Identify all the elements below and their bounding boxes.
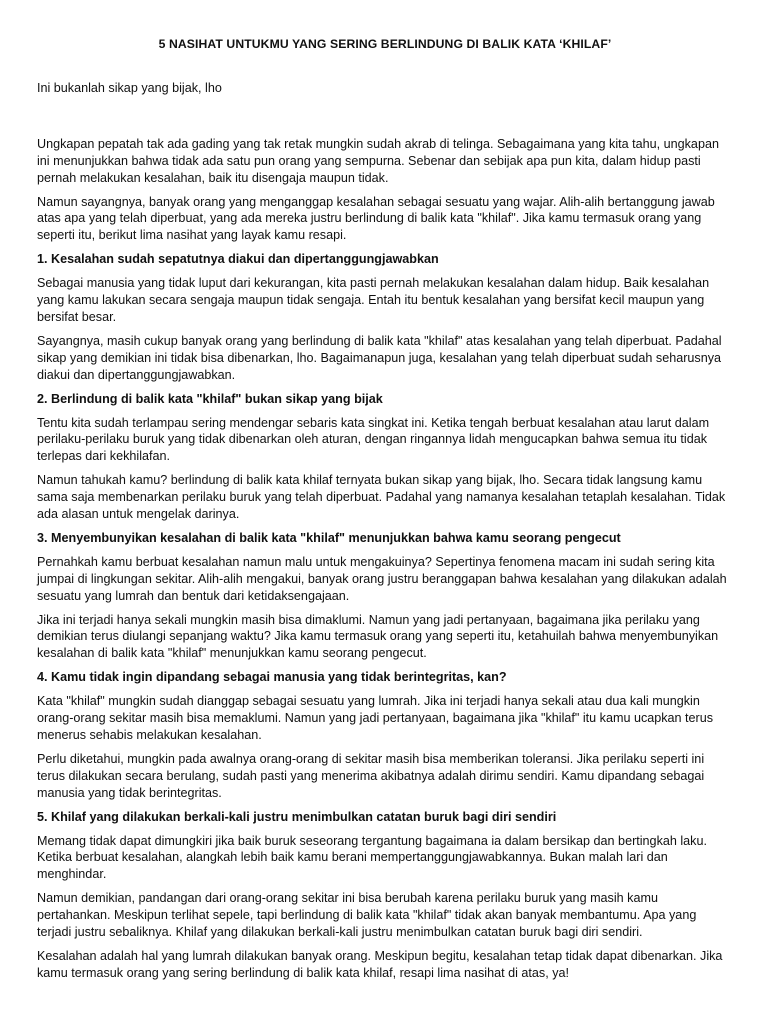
section-heading: 1. Kesalahan sudah sepatutnya diakui dan dipertanggungjawabkan [37,252,439,267]
intro-paragraph: Namun sayangnya, banyak orang yang menganggap kesalahan sebagai sesuatu yang wajar. Alih-alih bertanggung jawab atas apa yang telah diperbuat, yang ada mereka justru berlindung di balik kata "khilaf". Jika kamu termasuk orang yang seperti itu, berikut lima nasihat yang layak kamu resapi. [37,194,715,243]
section-paragraph: Kesalahan adalah hal yang lumrah dilakukan banyak orang. Meskipun begitu, kesalahan tetap tidak dapat dibenarkan. Jika kamu termasuk orang yang sering berlindung di balik kata khilaf, resapi lima nasihat di atas, ya! [37,948,723,980]
section-heading: 5. Khilaf yang dilakukan berkali-kali justru menimbulkan catatan buruk bagi diri sendiri [37,809,557,824]
document-title: 5 NASIHAT UNTUKMU YANG SERING BERLINDUNG DI BALIK KATA ‘KHILAF’ [158,37,612,51]
section-paragraph: Pernahkah kamu berbuat kesalahan namun malu untuk mengakuinya? Sepertinya fenomena macam ini sudah sering kita jumpai di lingkungan sekitar. Alih-alih mengakui, banyak orang justru beranggapan bahwa kesalahan yang dilakukan adalah sesuatu yang lumrah dan bentuk dari ketidaksengajaan. [37,554,727,603]
section-heading: 4. Kamu tidak ingin dipandang sebagai manusia yang tidak berintegritas, kan? [37,670,507,685]
section-paragraph: Sayangnya, masih cukup banyak orang yang berlindung di balik kata "khilaf" atas kesalahan yang telah diperbuat. Padahal sikap yang demikian ini tidak bisa dibenarkan, lho. Bagaimanapun juga, kesalahan yang telah diperbuat sudah seharusnya diakui dan dipertanggungjawabkan. [37,333,722,382]
section-paragraph: Kata "khilaf" mungkin sudah dianggap sebagai sesuatu yang lumrah. Jika ini terjadi hanya sekali atau dua kali mungkin orang-orang sekitar masih bisa memaklumi. Namun yang jadi pertanyaan, bagaimana jika "khilaf" itu kamu ucapkan terus menerus sehabis melakukan kesalahan. [37,694,714,742]
intro-paragraph: Ungkapan pepatah tak ada gading yang tak retak mungkin sudah akrab di telinga. Sebagaimana yang kita tahu, ungkapan ini menunjukkan bahwa tidak ada satu pun orang yang sempurna. Sebenar dan sebijak apa pun kita, dalam hidup pasti pernah melakukan kesalahan, baik itu disengaja maupun tidak. [37,136,719,185]
section-paragraph: Memang tidak dapat dimungkiri jika baik buruk seseorang tergantung bagaimana ia dalam bersikap dan bertingkah laku. Ketika berbuat kesalahan, alangkah lebih baik kamu berani mempertanggungjawabkannya. Bukan malah lari dan menghindar. [37,833,707,882]
section-paragraph: Jika ini terjadi hanya sekali mungkin masih bisa dimaklumi. Namun yang jadi pertanyaan, bagaimana jika perilaku yang demikian terus diulangi sepanjang waktu? Jika kamu termasuk orang yang seperti itu, ketahuilah bahwa menyembunyikan kesalahan di balik kata "khilaf" menunjukkan kamu seorang pengecut. [37,612,719,661]
section-paragraph: Sebagai manusia yang tidak luput dari kekurangan, kita pasti pernah melakukan kesalahan dalam hidup. Baik kesalahan yang kamu lakukan secara sengaja maupun tidak sengaja. Entah itu bentuk kesalahan yang bersifat kecil maupun yang bersifat besar. [37,276,710,324]
spacer [37,124,733,136]
section-paragraph: Namun tahukah kamu? berlindung di balik kata khilaf ternyata bukan sikap yang bijak, lho. Secara tidak langsung kamu sama saja membenarkan perilaku buruk yang telah diperbuat. Padahal yang namanya kesalahan tetaplah kesalahan. Tidak ada alasan untuk mengelak darinya. [37,473,726,522]
section-heading: 3. Menyembunyikan kesalahan di balik kata "khilaf" menunjukkan bahwa kamu seorang pengecut [37,530,621,545]
document-subtitle: Ini bukanlah sikap yang bijak, lho [37,80,222,95]
section-paragraph: Namun demikian, pandangan dari orang-orang sekitar ini bisa berubah karena perilaku buruk yang masih kamu pertahankan. Meskipun terlihat sepele, tapi berlindung di balik kata "khilaf" tidak akan banyak membantumu. Apa yang terjadi justru sebaliknya. Khilaf yang dilakukan berkali-kali justru menimbulkan catatan buruk bagi diri sendiri. [37,891,697,940]
section-heading: 2. Berlindung di balik kata "khilaf" bukan sikap yang bijak [37,391,383,406]
section-paragraph: Perlu diketahui, mungkin pada awalnya orang-orang di sekitar masih bisa memberikan toleransi. Jika perilaku seperti ini terus dilakukan secara berulang, sudah pasti yang menerima akibatnya adalah dirimu sendiri. Kamu dipandang sebagai manusia yang tidak berintegritas. [37,751,705,800]
section-paragraph: Tentu kita sudah terlampau sering mendengar sebaris kata singkat ini. Ketika tengah berbuat kesalahan atau larut dalam perilaku-perilaku buruk yang tidak dibenarkan oleh aturan, dengan ringannya lidah mengucapkan bahwa semua itu tidak terlepas dari kekhilafan. [37,415,710,464]
document-page [37,36,733,989]
